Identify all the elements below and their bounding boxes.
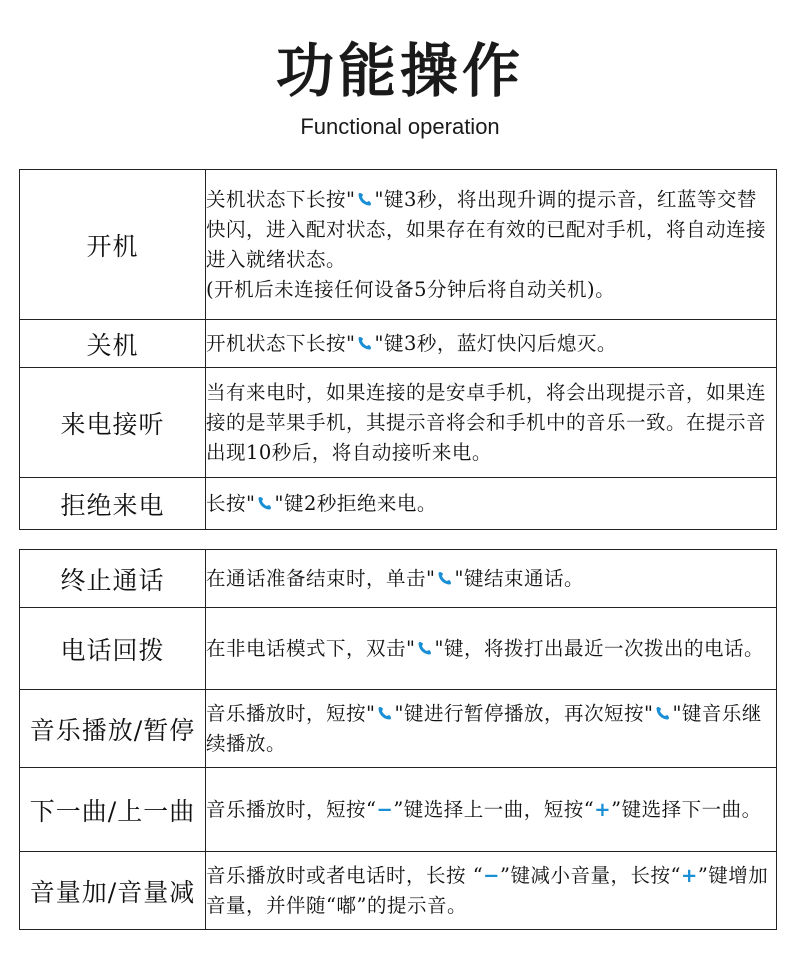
table-row-power-off	[20, 320, 777, 368]
row-label: 拒绝来电	[20, 478, 206, 530]
phone-handset-icon	[416, 640, 433, 657]
desc-text: ”键减小音量，长按“	[500, 863, 681, 887]
desc-text: "键2秒拒绝来电。	[274, 491, 437, 515]
table-row-end-call	[20, 550, 777, 608]
desc-text: "键音乐继续播放。	[206, 701, 762, 755]
phone-handset-icon	[356, 191, 373, 208]
row-description	[206, 608, 777, 690]
row-label: 电话回拨	[20, 608, 206, 690]
desc-text: (开机后未连接任何设备5分钟后将自动关机)。	[206, 277, 616, 301]
desc-text: "键3秒，蓝灯快闪后熄灭。	[374, 331, 617, 355]
desc-text: 开机状态下长按"	[206, 331, 356, 355]
phone-handset-icon	[256, 495, 273, 512]
table-row-play-pause	[20, 690, 777, 768]
page-title: 功能操作	[275, 37, 524, 105]
desc-text: 音乐播放时，短按“	[206, 797, 377, 821]
desc-text: "键，将拨打出最近一次拨出的电话。	[434, 636, 764, 660]
plus-key-symbol: +	[594, 797, 612, 821]
phone-handset-icon	[654, 705, 671, 722]
table-row-reject-call	[20, 478, 777, 530]
desc-text: ”键选择上一曲，短按“	[393, 797, 595, 821]
plus-key-symbol: +	[680, 863, 698, 887]
desc-text: 关机状态下长按"	[206, 187, 356, 211]
phone-handset-icon	[436, 570, 453, 587]
desc-text: 当有来电时，如果连接的是安卓手机，将会出现提示音，如果连接的是苹果手机，其提示音将会和手机中的音乐一致。在提示音出现10秒后，将自动接听来电。	[206, 380, 767, 464]
row-description	[206, 478, 777, 530]
desc-text: 在通话准备结束时，单击"	[206, 566, 436, 590]
minus-key-symbol: −	[483, 863, 501, 887]
desc-text: "键进行暂停播放，再次短按"	[394, 701, 654, 725]
table-row-power-on	[20, 170, 777, 320]
row-description	[206, 320, 777, 368]
operation-table-2	[19, 549, 777, 930]
table-row-volume	[20, 852, 777, 930]
row-description	[206, 368, 777, 478]
operation-table-1	[19, 169, 777, 530]
row-description	[206, 550, 777, 608]
desc-text: 在非电话模式下，双击"	[206, 636, 416, 660]
row-label: 终止通话	[20, 550, 206, 608]
row-description	[206, 170, 777, 320]
row-label: 来电接听	[20, 368, 206, 478]
row-label: 开机	[20, 170, 206, 320]
page-subtitle: Functional operation	[300, 114, 500, 139]
row-label: 关机	[20, 320, 206, 368]
desc-text: "键3秒，将出现升调的提示音，红蓝等交替快闪，进入配对状态，如果存在有效的已配对手机，将自动连接进入就绪状态。	[206, 187, 767, 271]
row-label: 音乐播放/暂停	[20, 690, 206, 768]
desc-text: 长按"	[206, 491, 256, 515]
row-description	[206, 852, 777, 930]
minus-key-symbol: −	[376, 797, 394, 821]
desc-text: ”键增加音量，并伴随“嘟”的提示音。	[206, 863, 769, 917]
row-description	[206, 768, 777, 852]
phone-handset-icon	[356, 335, 373, 352]
row-label: 下一曲/上一曲	[20, 768, 206, 852]
table-row-next-prev-track	[20, 768, 777, 852]
desc-text: ”键选择下一曲。	[611, 797, 762, 821]
desc-text: "键结束通话。	[454, 566, 584, 590]
table-row-answer-call	[20, 368, 777, 478]
table-row-redial	[20, 608, 777, 690]
desc-text: 音乐播放时，短按"	[206, 701, 376, 725]
row-label: 音量加/音量减	[20, 852, 206, 930]
desc-text: 音乐播放时或者电话时，长按 “	[206, 863, 484, 887]
row-description	[206, 690, 777, 768]
phone-handset-icon	[376, 705, 393, 722]
